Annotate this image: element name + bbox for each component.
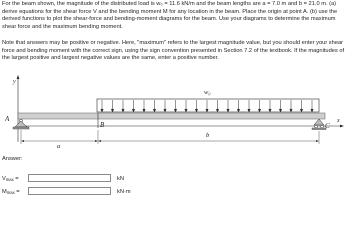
sign-convention-note: Note that answers may be positive or negative. Here, "maximum" refers to the largest magnitude value, but you should enter your shear force and bending moment with the correct sign, using the sign convention presented in Section 7.2 of the textbook. If the magnitudes of the largest positive and largest negative values are the same, enter a positive number. [2,40,345,62]
answer-heading: Answer: [2,156,23,162]
x-axis-label: x [337,118,340,124]
load-magnitude-label: w₀ [204,89,211,96]
y-axis [12,75,19,142]
point-c-label: C [325,122,330,130]
point-a-label: A [5,115,10,123]
distributed-load [97,89,319,112]
mmax-label: $M_{max}$ = [2,189,20,195]
mmax-unit: kN·m [117,189,131,195]
y-axis-label: y [13,79,16,85]
vmax-unit: kN [117,176,124,182]
dimension-b [98,131,319,144]
vmax-label: $V_{max}$ = [2,176,19,182]
point-b-label: B [100,121,105,129]
vmax-input[interactable] [28,174,111,182]
problem-statement: For the beam shown, the magnitude of the distributed load is w₀ = 11.6 kN/m and the beam lengths are a = 7.0 m and b = 21.0 m. (a) derive equations for the shear force V and the bending moment M for any location in the beam. Place the origin at point A. (b) use the derived functions to plot the shear-force and bending-moment diagrams for the beam. Use your diagrams to determine the maximum shear force and the maximum bending moment. [2,1,338,30]
beam [18,113,325,119]
roller-support-c [312,119,326,130]
dimension-a-label: a [57,143,61,150]
mmax-input[interactable] [28,187,111,195]
beam-diagram [0,70,350,154]
x-axis [18,118,344,127]
pin-support-a [13,119,29,129]
dimension-a [21,130,98,150]
dimension-b-label: b [206,132,210,139]
